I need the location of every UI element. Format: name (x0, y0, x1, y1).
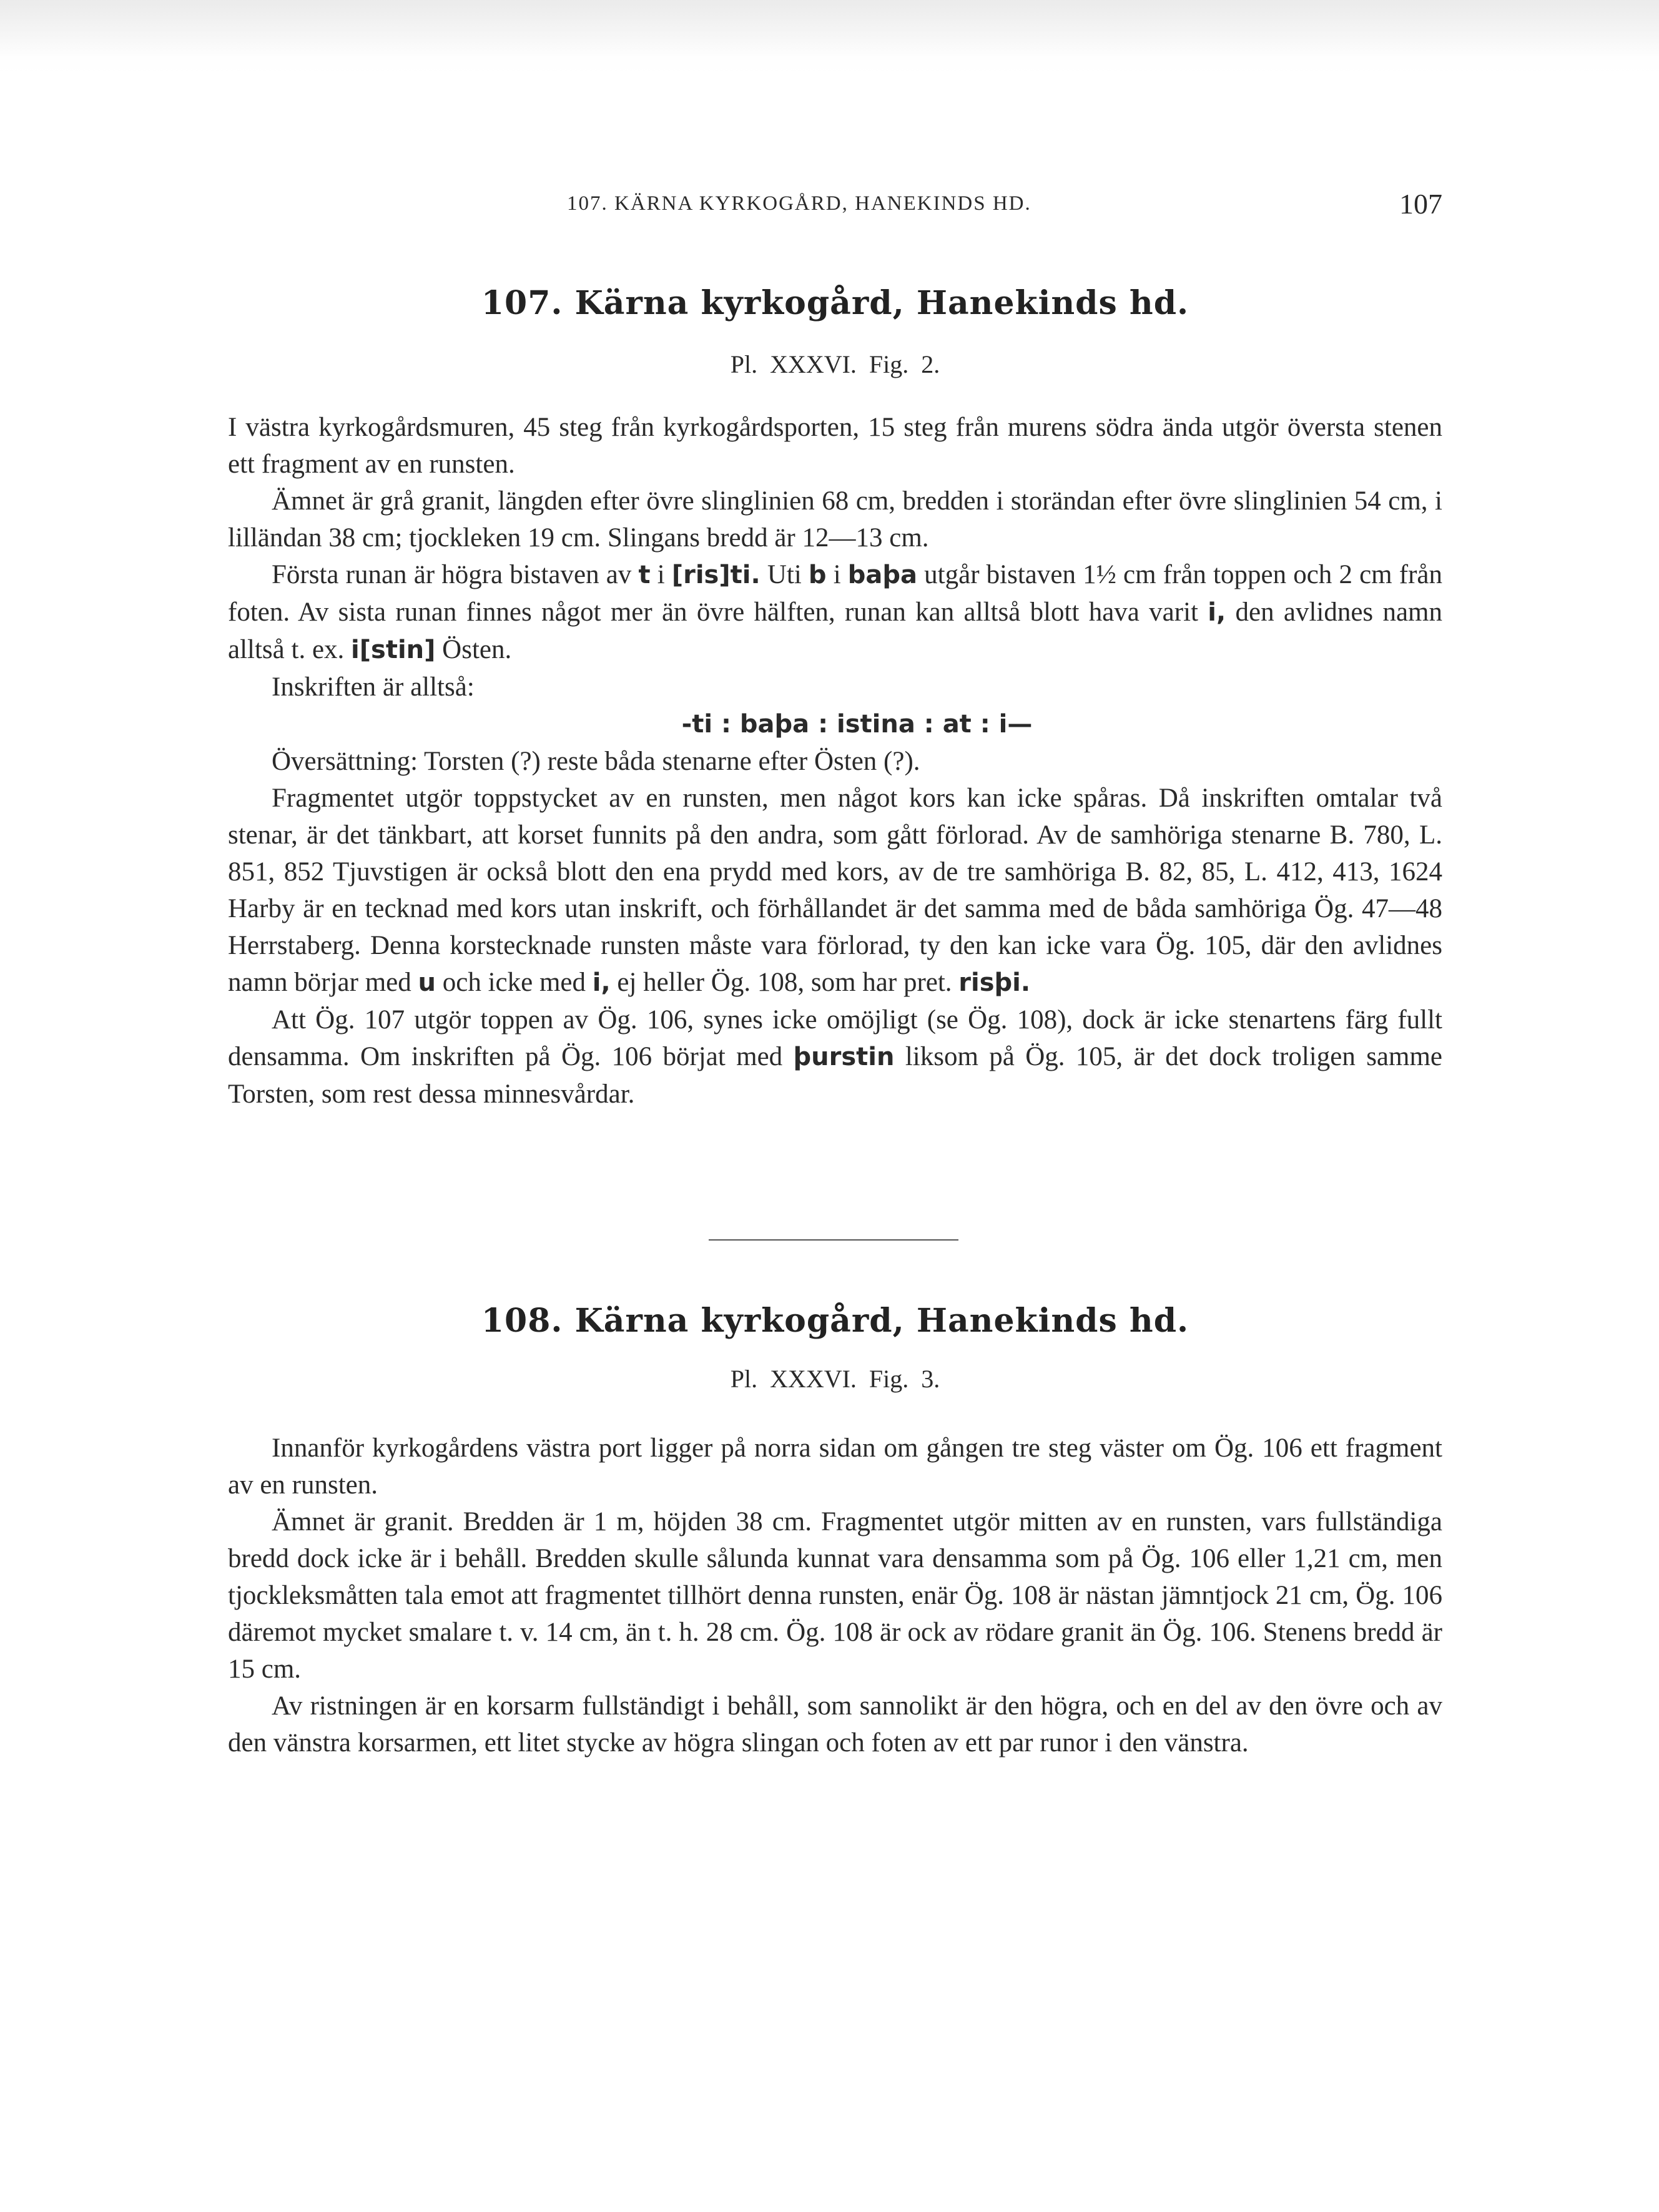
rune-text: baþa (847, 561, 918, 589)
page-number: 107 (1399, 188, 1442, 220)
section-107-paragraph-1: I västra kyrkogårdsmuren, 45 steg från kyrkogårdsporten, 15 steg från murens södra ända utgör översta stenen ett fragment av en runsten. (228, 413, 1442, 479)
text-run: Första runan är högra bistaven av (272, 560, 639, 589)
section-108-title: 108. Kärna kyrkogård, Hanekinds hd. (481, 1302, 1189, 1340)
running-head-title: 107. KÄRNA KYRKOGÅRD, HANEKINDS HD. (567, 192, 1031, 215)
scan-shadow (0, 0, 1659, 56)
rune-text: þurstin (793, 1043, 895, 1071)
section-107-paragraph-6 (228, 780, 1442, 1001)
rune-text: [ris]ti. (671, 561, 761, 589)
section-107-plate-ref: Pl. XXXVI. Fig. 2. (730, 350, 940, 378)
section-divider (709, 1239, 958, 1241)
text-run: Uti (760, 560, 809, 589)
text-run: i (826, 560, 848, 589)
translation: Översättning: Torsten (?) reste båda stenarne efter Östen (?). (272, 747, 920, 776)
running-head (228, 187, 1442, 225)
section-108-plate-ref: Pl. XXXVI. Fig. 3. (730, 1365, 940, 1393)
section-107-title: 107. Kärna kyrkogård, Hanekinds hd. (481, 284, 1189, 322)
text-run: utgår bistaven 1½ cm från toppen och 2 cm från foten. Av sista runan finnes något mer än övre hälften, runan kan alltså blott hava varit (228, 560, 1442, 627)
text-run: den avlidnes namn alltså t. ex. (228, 597, 1442, 664)
text-run: i (650, 560, 672, 589)
text-run: Östen. (435, 635, 512, 664)
text-run: och icke med (435, 968, 593, 997)
section-107-paragraph-3 (228, 556, 1442, 669)
section-107-paragraph-4: Inskriften är alltså: (272, 672, 475, 702)
rune-text: u (418, 968, 436, 997)
section-108-paragraph-1: Innanför kyrkogårdens västra port ligger på norra sidan om gången tre steg väster om Ög. 106 ett fragment av en runsten. (228, 1433, 1442, 1500)
inscription-line (228, 705, 1442, 743)
section-107-paragraph-7 (228, 1001, 1442, 1113)
text-run: Fragmentet utgör toppstycket av en runsten, men något kors kan icke spåras. Då inskriften omtalar två stenar, är det tänkbart, att korset funnits på den andra, som gått förlorad. Av de samhöriga stenarne B. 780, L. 851, 852 Tjuvstigen är också blott den ena prydd med kors, av de tre samhöriga B. 82, 85, L. 412, 413, 1624 Harby är en tecknad med kors utan inskrift, och förhållandet är det samma med de båda samhöriga Ög. 47—48 Herrstaberg. Denna korstecknade runsten måste vara förlorad, ty den kan icke vara Ög. 105, där den avlidnes namn börjar med (228, 784, 1442, 997)
section-108-paragraph-2: Ämnet är granit. Bredden är 1 m, höjden 38 cm. Fragmentet utgör mitten av en runsten, vars fullständiga bredd dock icke är i behåll. Bredden skulle sålunda kunnat vara densamma som på Ög. 106 eller 1,21 cm, men tjockleksmåtten tala emot att fragmentet tillhört denna runsten, enär Ög. 108 är nästan jämntjock 21 cm, Ög. 106 däremot mycket smalare t. v. 14 cm, än t. h. 28 cm. Ög. 108 är ock av rödare granit än Ög. 106. Stenens bredd är 15 cm. (228, 1507, 1442, 1684)
rune-text: b (808, 561, 827, 589)
text-run: liksom på Ög. 105, är det dock troligen samme Torsten, som rest dessa minnesvårdar. (228, 1042, 1442, 1109)
inscription: -ti : baþa : istina : at : i— (681, 710, 1033, 739)
rune-text: risþi. (958, 968, 1031, 997)
rune-text: i, (1208, 598, 1226, 627)
text-run: ej heller Ög. 108, som har pret. (610, 968, 959, 997)
rune-text: i, (592, 968, 611, 997)
text-run: Att Ög. 107 utgör toppen av Ög. 106, synes icke omöjligt (se Ög. 108), dock är icke stenartens färg fullt densamma. Om inskriften på Ög. 106 börjat med (228, 1005, 1442, 1071)
section-107-paragraph-2: Ämnet är grå granit, längden efter övre slinglinien 68 cm, bredden i storändan efter övre slinglinien 54 cm, i lilländan 38 cm; tjockleken 19 cm. Slingans bredd är 12—13 cm. (228, 486, 1442, 553)
rune-text: i[stin] (351, 636, 436, 664)
rune-text: t (638, 561, 651, 589)
section-108-paragraph-3: Av ristningen är en korsarm fullständigt i behåll, som sannolikt är den högra, och en del av den övre och av den vänstra korsarmen, ett litet stycke av högra slingan och foten av ett par runor i den vänstra. (228, 1691, 1442, 1757)
section-107-body (228, 409, 1442, 1113)
section-108-body (228, 1430, 1442, 1761)
